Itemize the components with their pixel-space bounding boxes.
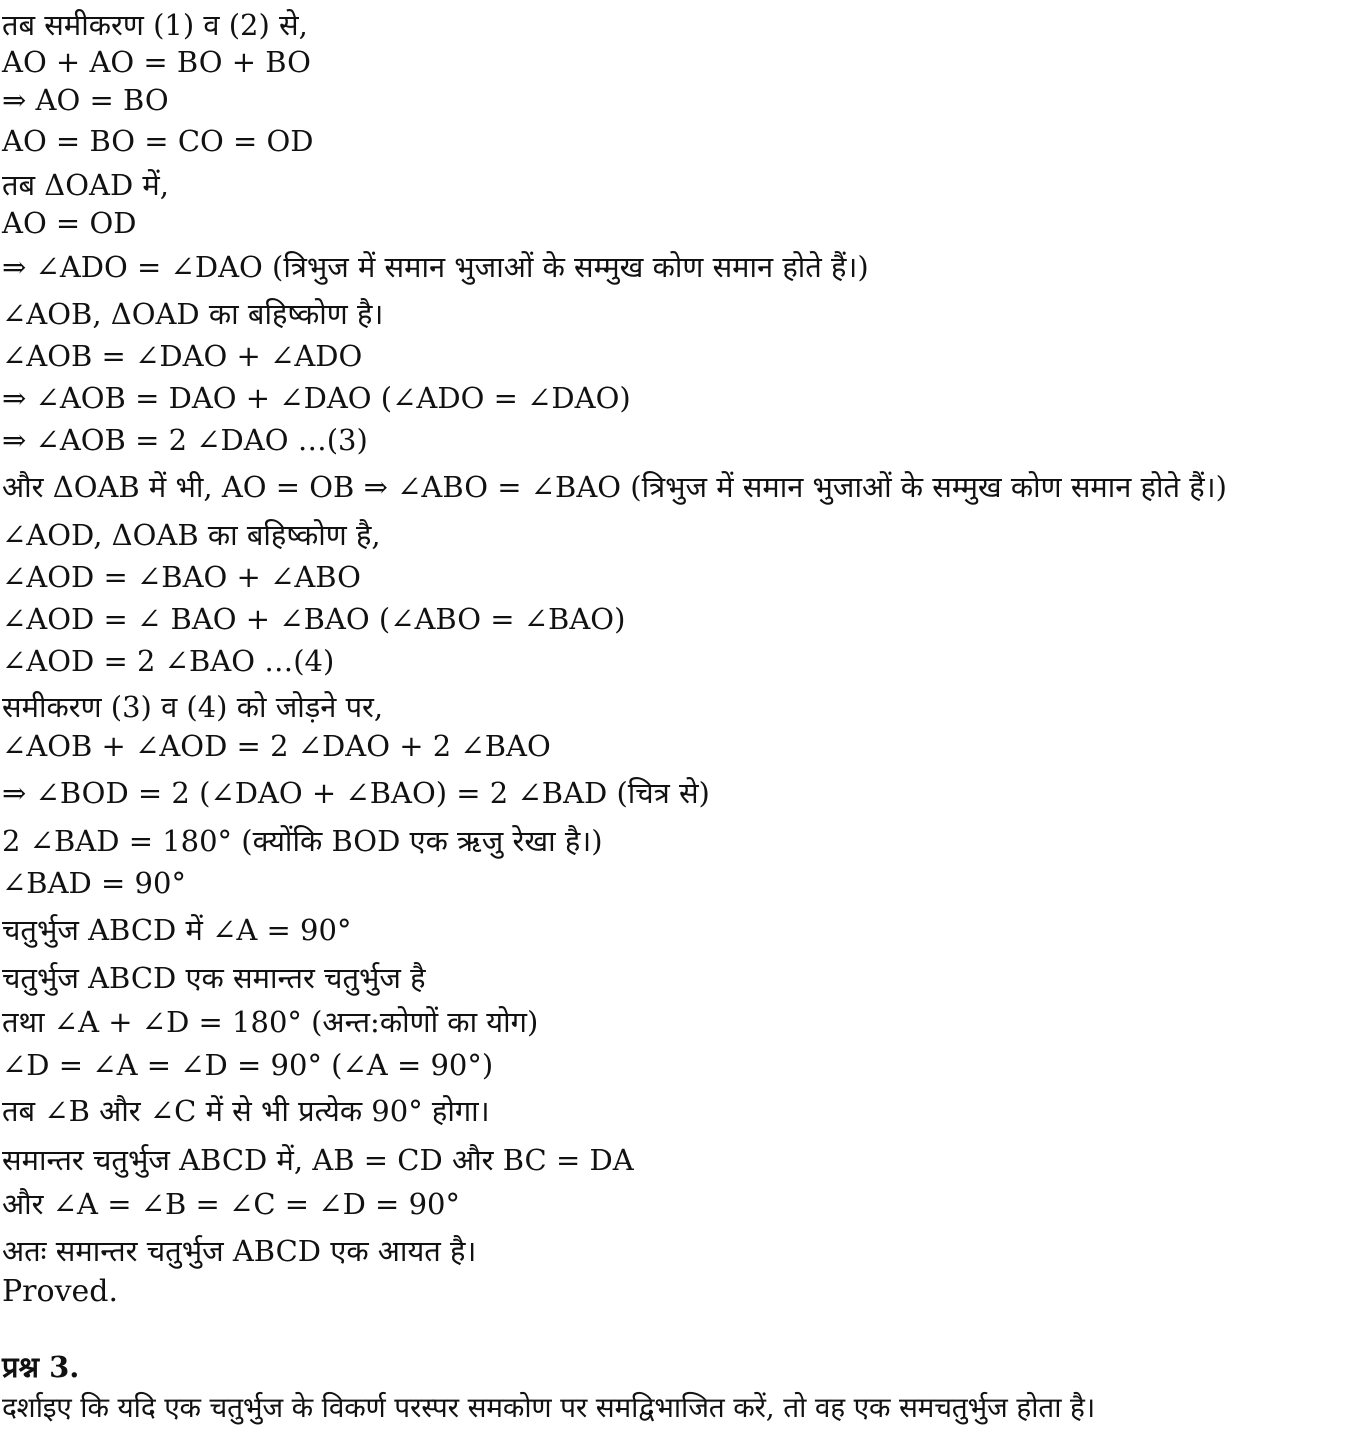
solution-line-4: AO = BO = CO = OD [2, 124, 314, 158]
proved-label: Proved. [2, 1274, 119, 1309]
solution-line-25: ∠D = ∠A = ∠D = 90° (∠A = 90°) [2, 1048, 494, 1082]
solution-line-16: ∠AOD = 2 ∠BAO …(4) [2, 644, 335, 678]
solution-line-19: ⇒ ∠BOD = 2 (∠DAO + ∠BAO) = 2 ∠BAD (चित्र से) [2, 776, 710, 810]
solution-line-8: ∠AOB, ΔOAD का बहिष्कोण है। [2, 297, 384, 331]
solution-line-5: तब ΔOAD में, [2, 168, 169, 202]
solution-line-11: ⇒ ∠AOB = 2 ∠DAO …(3) [2, 423, 368, 457]
question-text: दर्शाइए कि यदि एक चतुर्भुज के विकर्ण परस्पर समकोण पर समद्विभाजित करें, तो वह एक समचतुर्भुज होता है। [2, 1391, 1096, 1424]
solution-line-22: चतुर्भुज ABCD में ∠A = 90° [2, 913, 352, 947]
solution-line-9: ∠AOB = ∠DAO + ∠ADO [2, 339, 363, 373]
solution-line-28: और ∠A = ∠B = ∠C = ∠D = 90° [2, 1187, 460, 1221]
solution-line-12: और ΔOAB में भी, AO = OB ⇒ ∠ABO = ∠BAO (त्रिभुज में समान भुजाओं के सम्मुख कोण समान होते हैं।) [2, 470, 1227, 504]
solution-line-23: चतुर्भुज ABCD एक समान्तर चतुर्भुज है [2, 961, 426, 995]
solution-line-14: ∠AOD = ∠BAO + ∠ABO [2, 560, 361, 594]
solution-line-20: 2 ∠BAD = 180° (क्योंकि BOD एक ऋजु रेखा है।) [2, 824, 603, 858]
solution-line-29: अतः समान्तर चतुर्भुज ABCD एक आयत है। [2, 1234, 477, 1268]
solution-line-17: समीकरण (3) व (4) को जोड़ने पर, [2, 690, 384, 724]
solution-line-1: तब समीकरण (1) व (2) से, [2, 8, 308, 42]
solution-line-24: तथा ∠A + ∠D = 180° (अन्त:कोणों का योग) [2, 1005, 539, 1039]
solution-line-10: ⇒ ∠AOB = DAO + ∠DAO (∠ADO = ∠DAO) [2, 381, 631, 415]
solution-line-27: समान्तर चतुर्भुज ABCD में, AB = CD और BC = DA [2, 1143, 634, 1177]
solution-line-26: तब ∠B और ∠C में से भी प्रत्येक 90° होगा। [2, 1094, 490, 1128]
question-label: प्रश्न 3. [2, 1350, 80, 1384]
solution-line-13: ∠AOD, ΔOAB का बहिष्कोण है, [2, 518, 381, 552]
solution-line-3: ⇒ AO = BO [2, 83, 169, 117]
solution-line-21: ∠BAD = 90° [2, 866, 186, 900]
solution-line-2: AO + AO = BO + BO [2, 45, 311, 79]
solution-line-18: ∠AOB + ∠AOD = 2 ∠DAO + 2 ∠BAO [2, 729, 551, 763]
solution-line-7: ⇒ ∠ADO = ∠DAO (त्रिभुज में समान भुजाओं के सम्मुख कोण समान होते हैं।) [2, 250, 869, 284]
solution-line-15: ∠AOD = ∠ BAO + ∠BAO (∠ABO = ∠BAO) [2, 602, 626, 636]
solution-line-6: AO = OD [2, 206, 137, 240]
